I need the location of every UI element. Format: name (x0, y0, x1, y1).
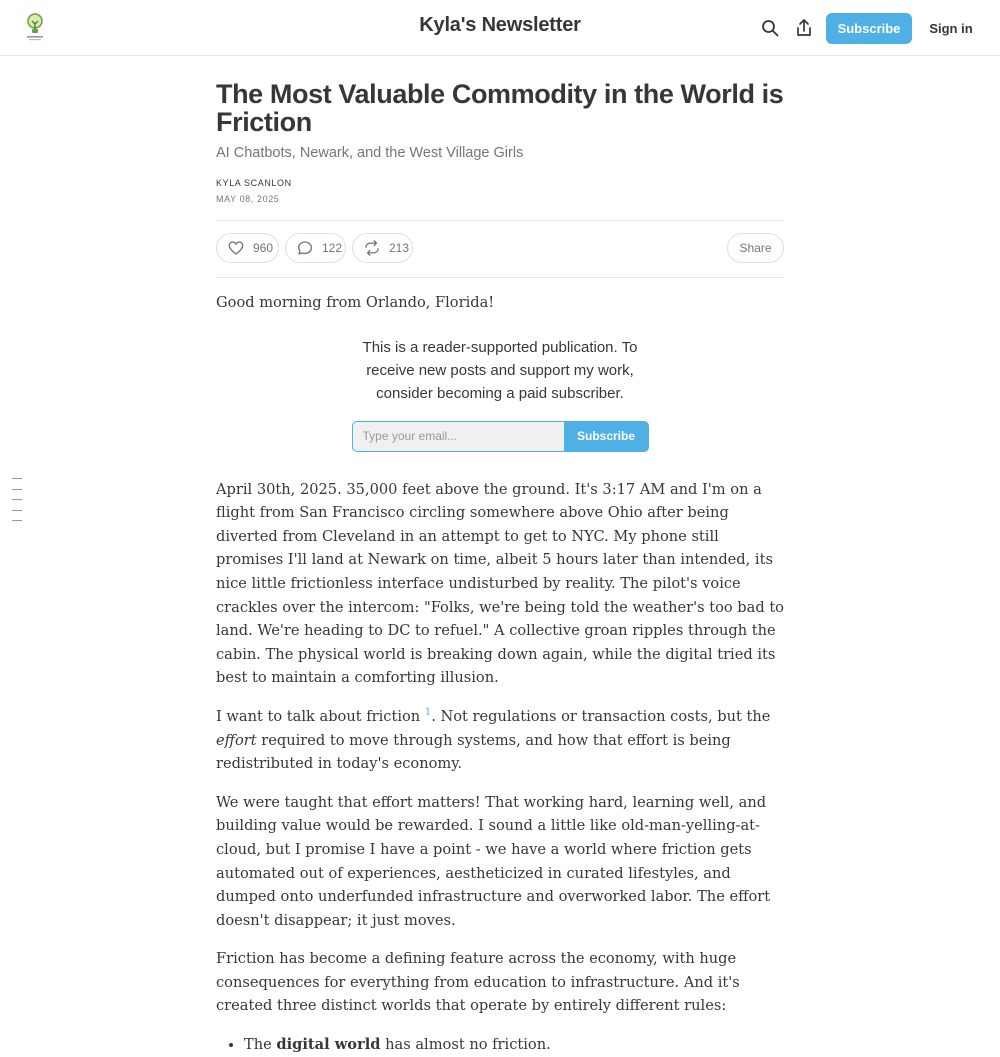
email-form (352, 421, 649, 452)
toc-item[interactable] (12, 510, 22, 511)
restack-button[interactable] (352, 233, 413, 263)
paragraph-2-text-b: . Not regulations or transaction costs, but the (431, 707, 771, 725)
toc-item[interactable] (12, 499, 22, 500)
share-top-button[interactable] (792, 16, 816, 40)
author-name[interactable]: KYLA SCANLON (216, 178, 292, 188)
greeting-paragraph: Good morning from Orlando, Florida! (216, 294, 495, 311)
share-icon (792, 16, 816, 40)
paragraph-2-text-c: required to move through systems, and how that effort is being redistributed in today's economy. (216, 731, 731, 773)
list-item (244, 1033, 784, 1057)
search-button[interactable] (758, 16, 782, 40)
paragraph-4: Friction has become a defining feature across the economy, with huge consequences for everything from education to infrastructure. And it's created three distinct worlds that operate by entirely different rules: (216, 950, 740, 1015)
paragraph-2-emphasis: effort (216, 731, 257, 749)
bullet-text-a: The (244, 1036, 277, 1054)
bullet-list (216, 1033, 784, 1057)
bullet-bold: digital world (276, 1036, 381, 1054)
restack-icon (363, 239, 381, 257)
email-subscribe-button[interactable]: Subscribe (564, 421, 649, 452)
post-date: MAY 08, 2025 (216, 194, 280, 204)
comment-count: 122 (322, 241, 343, 255)
heart-icon (227, 239, 245, 257)
toc-item[interactable] (12, 489, 22, 490)
article (216, 56, 784, 1057)
post-subtitle: AI Chatbots, Newark, and the West Village Girls (216, 145, 524, 161)
post-actions (216, 220, 784, 278)
site-title[interactable]: Kyla's Newsletter (419, 14, 581, 36)
bullet-text-c: has almost no friction. (380, 1036, 551, 1054)
table-of-contents (12, 478, 24, 531)
like-button[interactable] (216, 233, 279, 263)
paragraph-2 (216, 705, 784, 776)
comment-button[interactable] (285, 233, 346, 263)
subscribe-header-button[interactable]: Subscribe (826, 13, 912, 44)
toc-item[interactable] (12, 520, 22, 521)
share-button[interactable]: Share (727, 233, 784, 263)
search-icon (758, 16, 782, 40)
subscribe-widget (216, 336, 784, 452)
restack-count: 213 (389, 241, 410, 255)
footnote-link[interactable]: 1 (424, 707, 432, 719)
cta-text: This is a reader-supported publication. To receive new posts and support my work, consider becoming a paid subscriber. (362, 338, 638, 402)
comment-icon (296, 239, 314, 257)
top-bar (0, 0, 1000, 56)
sign-in-link[interactable]: Sign in (929, 21, 973, 36)
paragraph-3: We were taught that effort matters! That working hard, learning well, and building value would be rewarded. I sound a little like old-man-yelling-at-cloud, but I promise I have a point - we have a world where friction gets automated out of experiences, aestheticized in curated lifestyles, and dumped onto underfunded infrastructure and overworked labor. The effort doesn't disappear; it just moves. (216, 793, 771, 929)
paragraph-2-text-a: I want to talk about friction (216, 707, 425, 725)
email-input[interactable] (352, 421, 564, 452)
toc-item[interactable] (12, 478, 22, 479)
like-count: 960 (253, 241, 274, 255)
paragraph-1: April 30th, 2025. 35,000 feet above the ground. It's 3:17 AM and I'm on a flight from San Francisco circling somewhere above Ohio after being diverted from Cleveland in an attempt to get to NYC. My phone still promises I'll land at Newark on time, albeit 5 hours later than intended, its nice little frictionless interface undisturbed by reality. The pilot's voice crackles over the intercom: "Folks, we're being told the weather's too bad to land. We're heading to DC to refuel." A collective groan ripples through the cabin. The physical world is breaking down again, while the digital tried its best to maintain a comforting illusion. (216, 480, 784, 687)
post-title: The Most Valuable Commodity in the World is Friction (216, 79, 784, 137)
